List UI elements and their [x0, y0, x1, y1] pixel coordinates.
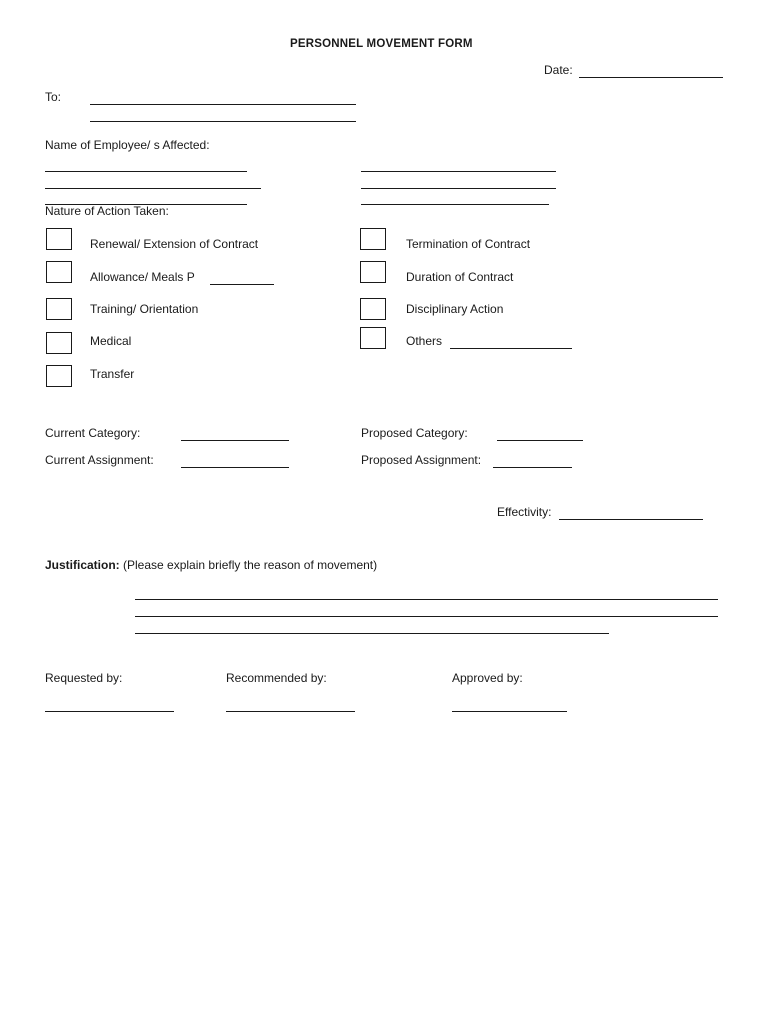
- transfer-checkbox[interactable]: [46, 365, 72, 387]
- proposed-assignment-field[interactable]: [493, 453, 572, 468]
- others-label: Others: [406, 334, 443, 348]
- employee-field-2[interactable]: [45, 174, 261, 189]
- effectivity-label: Effectivity:: [497, 505, 552, 519]
- requested-by-label: Requested by:: [45, 671, 123, 685]
- nature-label: Nature of Action Taken:: [45, 204, 169, 218]
- justification-line-2[interactable]: [135, 602, 718, 617]
- justification-label: Justification:: [45, 558, 120, 572]
- employee-field-5[interactable]: [361, 174, 556, 189]
- others-checkbox[interactable]: [360, 327, 386, 349]
- date-label: Date:: [544, 63, 573, 77]
- proposed-assignment-label: Proposed Assignment:: [361, 453, 482, 467]
- disciplinary-checkbox[interactable]: [360, 298, 386, 320]
- termination-label: Termination of Contract: [406, 237, 531, 251]
- recommended-by-label: Recommended by:: [226, 671, 327, 685]
- duration-checkbox[interactable]: [360, 261, 386, 283]
- form-title: PERSONNEL MOVEMENT FORM: [290, 38, 473, 50]
- employees-label: Name of Employee/ s Affected:: [45, 138, 210, 152]
- date-field[interactable]: [579, 63, 723, 78]
- to-field-line-2[interactable]: [90, 107, 356, 122]
- employee-field-1[interactable]: [45, 157, 247, 172]
- justification-note: (Please explain briefly the reason of movement): [119, 558, 378, 572]
- to-label: To:: [45, 90, 62, 104]
- employee-field-4[interactable]: [361, 157, 556, 172]
- allowance-amount-field[interactable]: [210, 270, 274, 285]
- justification-line-3[interactable]: [135, 619, 609, 634]
- current-category-field[interactable]: [181, 426, 289, 441]
- duration-label: Duration of Contract: [406, 270, 514, 284]
- proposed-category-label: Proposed Category:: [361, 426, 468, 440]
- training-label: Training/ Orientation: [90, 302, 199, 316]
- allowance-checkbox[interactable]: [46, 261, 72, 283]
- termination-checkbox[interactable]: [360, 228, 386, 250]
- approved-by-field[interactable]: [452, 697, 567, 712]
- proposed-category-field[interactable]: [497, 426, 583, 441]
- to-field-line-1[interactable]: [90, 90, 356, 105]
- effectivity-field[interactable]: [559, 505, 703, 520]
- recommended-by-field[interactable]: [226, 697, 355, 712]
- current-assignment-field[interactable]: [181, 453, 289, 468]
- disciplinary-label: Disciplinary Action: [406, 302, 504, 316]
- current-assignment-label: Current Assignment:: [45, 453, 154, 467]
- current-category-label: Current Category:: [45, 426, 141, 440]
- justification-line-1[interactable]: [135, 585, 718, 600]
- renewal-label: Renewal/ Extension of Contract: [90, 237, 259, 251]
- justification-heading: [45, 558, 377, 572]
- requested-by-field[interactable]: [45, 697, 174, 712]
- allowance-label: Allowance/ Meals P: [90, 270, 195, 284]
- renewal-checkbox[interactable]: [46, 228, 72, 250]
- employee-field-3[interactable]: [45, 190, 247, 205]
- training-checkbox[interactable]: [46, 298, 72, 320]
- approved-by-label: Approved by:: [452, 671, 523, 685]
- medical-checkbox[interactable]: [46, 332, 72, 354]
- medical-label: Medical: [90, 334, 132, 348]
- transfer-label: Transfer: [90, 367, 135, 381]
- employee-field-6[interactable]: [361, 190, 549, 205]
- others-field[interactable]: [450, 334, 572, 349]
